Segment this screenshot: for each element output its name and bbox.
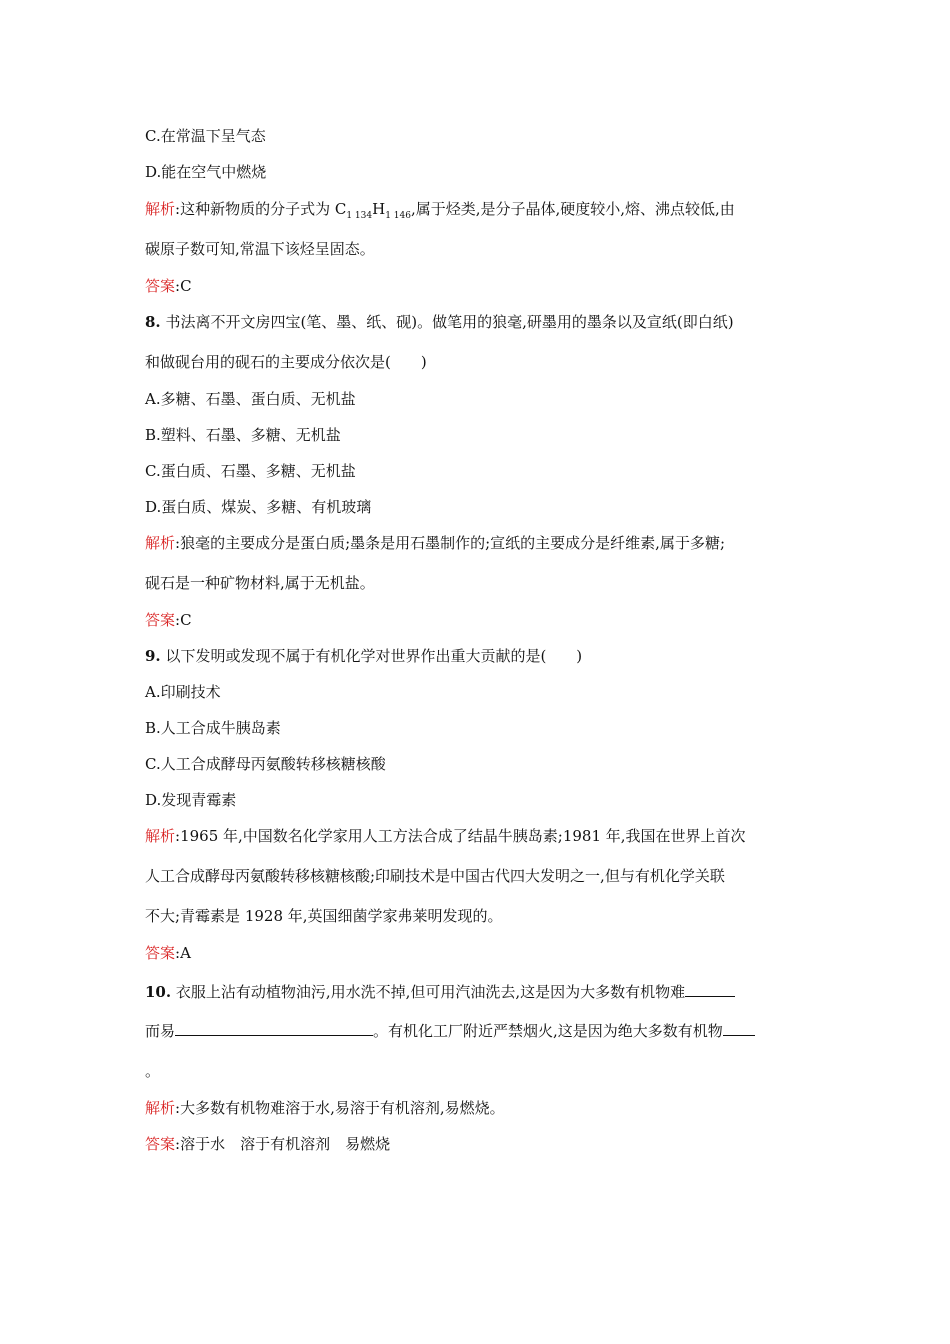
q7-answer-label: 答案 [145,277,176,295]
q8-stem-text-1: 书法离不开文房四宝(笔、墨、纸、砚)。做笔用的狼毫,研墨用的墨条以及宣纸(即白纸) [160,313,734,331]
q10-analysis-line-1 [145,1098,810,1118]
q7-answer [145,276,810,296]
q10-blank-2 [175,1021,373,1036]
q7-formula-sub-c: 1 134 [346,211,373,221]
q8-option-c: C.蛋白质、石墨、多糖、无机盐 [145,462,356,480]
q8-option-b: B.塑料、石墨、多糖、无机盐 [145,426,341,444]
q9-number: 9. [145,647,161,665]
q9-analysis-line-2: 人工合成酵母丙氨酸转移核糖核酸;印刷技术是中国古代四大发明之一,但与有机化学关联 [145,867,725,885]
q8-answer [145,610,810,630]
q10-analysis-label: 解析 [145,1099,176,1117]
q10-stem-text-2b: 。有机化工厂附近严禁烟火,这是因为绝大多数有机物 [373,1022,723,1040]
q9-option-b: B.人工合成牛胰岛素 [145,719,281,737]
q7-analysis-label: 解析 [145,200,176,218]
q8-stem-line-2: 和做砚台用的砚石的主要成分依次是( ) [145,353,427,371]
q10-stem-line-1 [145,982,810,1002]
q8-analysis-text-1: :狼毫的主要成分是蛋白质;墨条是用石墨制作的;宣纸的主要成分是纤维素,属于多糖; [175,534,726,552]
q7-answer-value: :C [175,277,192,295]
q10-blank-1 [685,982,735,997]
q7-analysis-line-2: 碳原子数可知,常温下该烃呈固态。 [145,240,375,258]
q9-option-c: C.人工合成酵母丙氨酸转移核糖核酸 [145,755,386,773]
q10-analysis-text-1: :大多数有机物难溶于水,易溶于有机溶剂,易燃烧。 [175,1099,505,1117]
q7-formula-h: H [372,200,386,218]
q8-answer-label: 答案 [145,611,176,629]
q9-stem-line-1 [145,646,810,666]
q7-analysis-line-1 [145,199,810,222]
q8-number: 8. [145,313,161,331]
q10-answer-label: 答案 [145,1135,176,1153]
q9-answer [145,943,810,963]
q7-formula-sub-h: 1 146 [385,211,411,221]
q10-stem-line-3: 。 [145,1062,161,1080]
q7-option-c: C.在常温下呈气态 [145,127,266,145]
q10-answer-value: :溶于水 溶于有机溶剂 易燃烧 [175,1135,391,1153]
q9-stem-text-1: 以下发明或发现不属于有机化学对世界作出重大贡献的是( ) [160,647,583,665]
q8-analysis-label: 解析 [145,534,176,552]
q7-analysis-text-a: :这种新物质的分子式为 C [175,200,347,218]
q10-blank-3 [723,1021,755,1036]
q9-analysis-line-1 [145,826,810,846]
q7-option-d: D.能在空气中燃烧 [145,163,267,181]
q9-option-d: D.发现青霉素 [145,791,237,809]
q8-stem-line-1 [145,312,810,332]
q9-analysis-line-3: 不大;青霉素是 1928 年,英国细菌学家弗莱明发现的。 [145,907,503,925]
q8-option-a: A.多糖、石墨、蛋白质、无机盐 [145,390,356,408]
q10-stem-text-2a: 而易 [145,1022,176,1040]
q9-analysis-label: 解析 [145,827,176,845]
q8-option-d: D.蛋白质、煤炭、多糖、有机玻璃 [145,498,372,516]
q8-analysis-line-1 [145,533,810,553]
q7-analysis-text-b: ,属于烃类,是分子晶体,硬度较小,熔、沸点较低,由 [410,200,735,218]
q10-stem-line-2 [145,1021,810,1041]
q10-answer [145,1134,810,1154]
q8-answer-value: :C [175,611,192,629]
q9-option-a: A.印刷技术 [145,683,221,701]
q9-analysis-text-1: :1965 年,中国数名化学家用人工方法合成了结晶牛胰岛素;1981 年,我国在世界上首次 [175,827,746,845]
q9-answer-value: :A [175,944,191,962]
q8-analysis-line-2: 砚石是一种矿物材料,属于无机盐。 [145,574,375,592]
q10-stem-text-1: 衣服上沾有动植物油污,用水洗不掉,但可用汽油洗去,这是因为大多数有机物难 [171,983,686,1001]
q9-answer-label: 答案 [145,944,176,962]
q10-number: 10. [145,983,172,1001]
